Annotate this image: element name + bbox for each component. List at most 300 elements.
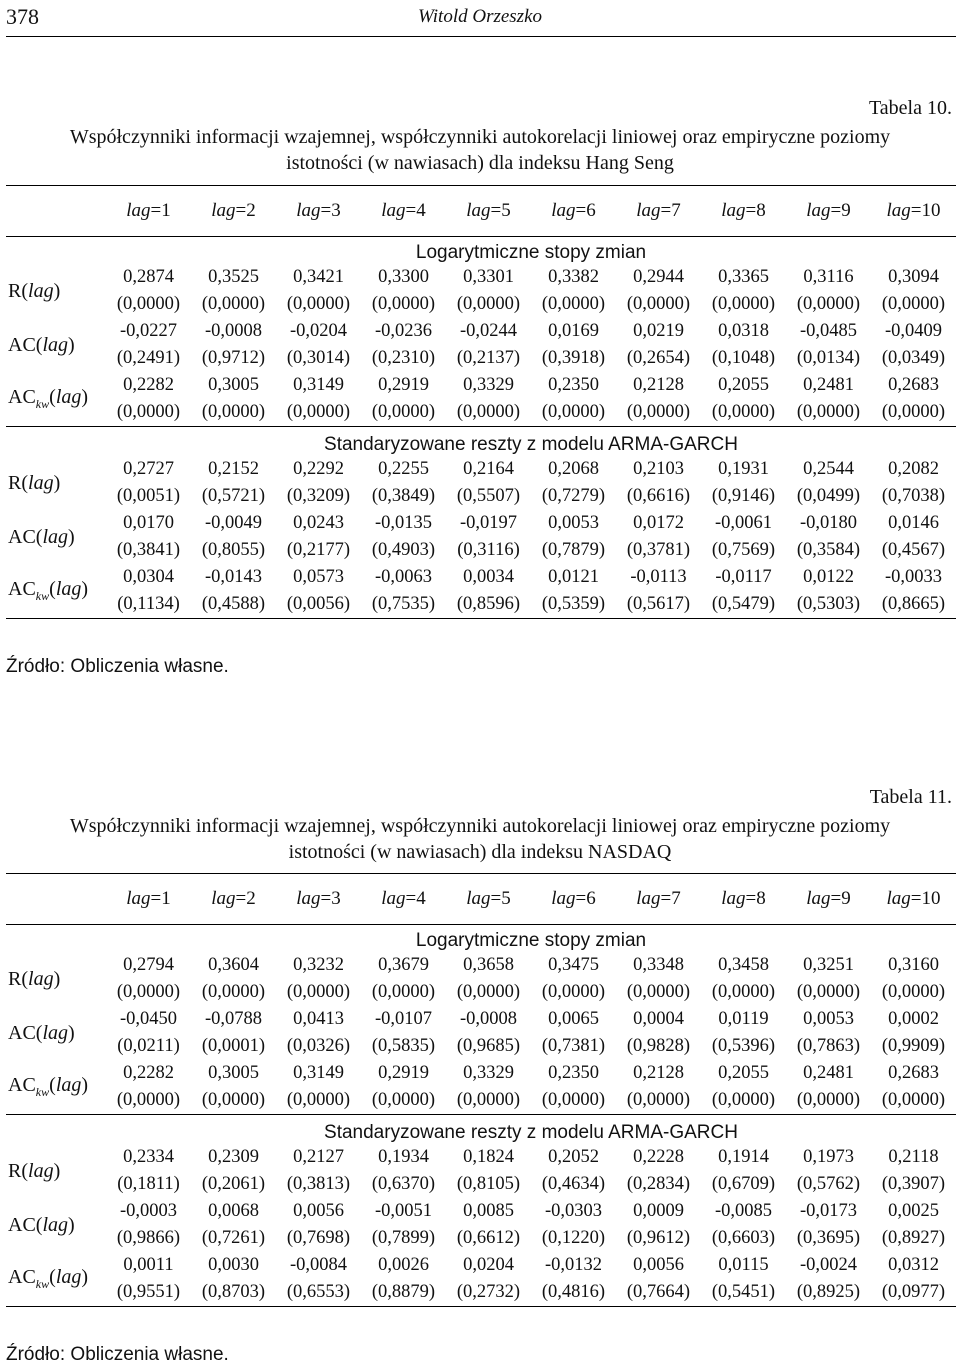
coefficient-cell: 0,3475 (548, 955, 599, 975)
coefficient-cell: 0,2874 (123, 267, 174, 287)
lag-column-header: lag=3 (276, 874, 361, 925)
coefficient-cell: 0,2082 (888, 459, 939, 479)
coefficient-cell: 0,1973 (803, 1147, 854, 1167)
coefficient-cell: 0,1824 (463, 1147, 514, 1167)
p-value-cell: (0,8105) (456, 1174, 521, 1194)
section-header-row (6, 1115, 956, 1145)
p-value-cell: (0,0000) (796, 982, 861, 1002)
table-row (6, 952, 956, 979)
lag-column-header: lag=5 (446, 186, 531, 237)
p-value-cell: (0,0000) (541, 982, 606, 1002)
coefficient-cell: -0,0107 (374, 1009, 433, 1029)
p-value-cell: (0,0056) (286, 594, 351, 614)
p-value-cell: (0,5721) (201, 486, 266, 506)
p-value-cell: (0,0499) (796, 486, 861, 506)
coefficient-cell: 0,0030 (208, 1255, 259, 1275)
p-value-cell: (0,8703) (201, 1282, 266, 1302)
p-value-cell: (0,0000) (116, 982, 181, 1002)
bottom-rule (6, 1307, 956, 1310)
running-head-author: Witold Orzeszko (417, 6, 543, 27)
p-value-cell: (0,0000) (456, 1090, 521, 1110)
coefficient-cell: 0,0026 (378, 1255, 429, 1275)
p-value-cell: (0,0000) (796, 1090, 861, 1110)
p-value-cell: (0,0000) (881, 982, 946, 1002)
p-value-cell: (0,9712) (201, 348, 266, 368)
coefficient-cell: 0,2052 (548, 1147, 599, 1167)
coefficient-cell: 0,0146 (888, 513, 939, 533)
coefficient-cell: 0,3658 (463, 955, 514, 975)
p-value-cell: (0,0001) (201, 1036, 266, 1056)
row-label: $AC_{kw}(lag)$ (8, 1266, 89, 1291)
coefficient-cell: 0,2683 (888, 1063, 939, 1083)
table-row-pvalues (6, 1225, 956, 1252)
p-value-cell: (0,3849) (371, 486, 436, 506)
row-label: AC(lag) (8, 525, 75, 548)
coefficient-cell: 0,0009 (633, 1201, 684, 1221)
lag-header-row (6, 186, 956, 237)
p-value-cell: (0,5762) (796, 1174, 861, 1194)
coefficient-cell: -0,0409 (884, 321, 943, 341)
p-value-cell: (0,2310) (371, 348, 436, 368)
p-value-cell: (0,3116) (457, 540, 520, 560)
p-value-cell: (0,6603) (711, 1228, 776, 1248)
coefficient-cell: 0,2683 (888, 375, 939, 395)
coefficient-cell: 0,3005 (208, 375, 259, 395)
coefficient-cell: 0,3421 (293, 267, 344, 287)
p-value-cell: (0,3907) (881, 1174, 946, 1194)
coefficient-cell: 0,3365 (718, 267, 769, 287)
coefficient-cell: -0,0085 (714, 1201, 773, 1221)
table-row (6, 1060, 956, 1087)
coefficient-cell: 0,0318 (718, 321, 769, 341)
table-row (6, 564, 956, 591)
coefficient-cell: -0,0132 (544, 1255, 603, 1275)
lag-column-header: lag=3 (276, 186, 361, 237)
p-value-cell: (0,3209) (286, 486, 351, 506)
p-value-cell: (0,0000) (371, 294, 436, 314)
coefficient-cell: 0,0119 (718, 1009, 769, 1029)
coefficient-cell: -0,0003 (119, 1201, 178, 1221)
p-value-cell: (0,0000) (286, 982, 351, 1002)
coefficient-cell: 0,2068 (548, 459, 599, 479)
coefficient-cell: -0,0303 (544, 1201, 603, 1221)
coefficient-cell: 0,2255 (378, 459, 429, 479)
p-value-cell: (0,7381) (541, 1036, 606, 1056)
p-value-cell: (0,3781) (626, 540, 691, 560)
p-value-cell: (0,3014) (286, 348, 351, 368)
coefficient-cell: -0,0051 (374, 1201, 433, 1221)
table-row (6, 456, 956, 483)
p-value-cell: (0,0000) (881, 294, 946, 314)
p-value-cell: (0,9828) (626, 1036, 691, 1056)
row-label: AC(lag) (8, 333, 75, 356)
p-value-cell: (0,6553) (286, 1282, 351, 1302)
coefficient-cell: 0,2055 (718, 1063, 769, 1083)
coefficient-cell: 0,2152 (208, 459, 259, 479)
p-value-cell: (0,5303) (796, 594, 861, 614)
coefficient-cell: 0,2228 (633, 1147, 684, 1167)
p-value-cell: (0,6612) (456, 1228, 521, 1248)
table-row (6, 264, 956, 291)
p-value-cell: (0,0000) (881, 1090, 946, 1110)
coefficient-cell: 0,0169 (548, 321, 599, 341)
row-label: R(lag) (8, 279, 61, 302)
p-value-cell: (0,9685) (456, 1036, 521, 1056)
p-value-cell: (0,4634) (541, 1174, 606, 1194)
table-row-pvalues (6, 979, 956, 1006)
p-value-cell: (0,3841) (116, 540, 181, 560)
coefficient-cell: 0,3300 (378, 267, 429, 287)
lag-column-header: lag=4 (361, 874, 446, 925)
coefficient-cell: 0,3005 (208, 1063, 259, 1083)
p-value-cell: (0,3813) (286, 1174, 351, 1194)
coefficient-cell: -0,0204 (289, 321, 348, 341)
p-value-cell: (0,0000) (456, 402, 521, 422)
p-value-cell: (0,0000) (286, 1090, 351, 1110)
p-value-cell: (0,7535) (371, 594, 436, 614)
p-value-cell: (0,0000) (201, 294, 266, 314)
coefficient-cell: 0,2544 (803, 459, 854, 479)
p-value-cell: (0,1134) (117, 594, 180, 614)
p-value-cell: (0,7038) (881, 486, 946, 506)
coefficient-cell: -0,0113 (630, 567, 687, 587)
row-label: $AC_{kw}(lag)$ (8, 1074, 89, 1099)
coefficient-cell: 0,0115 (718, 1255, 769, 1275)
coefficient-cell: -0,0135 (374, 513, 433, 533)
p-value-cell: (0,1220) (541, 1228, 606, 1248)
lag-column-header: lag=9 (786, 874, 871, 925)
table-row-pvalues (6, 483, 956, 510)
caption-line-2: istotności (w nawiasach) dla indeksu Hang Seng (286, 152, 674, 174)
p-value-cell: (0,2732) (456, 1282, 521, 1302)
p-value-cell: (0,9866) (116, 1228, 181, 1248)
p-value-cell: (0,8879) (371, 1282, 436, 1302)
table-row (6, 510, 956, 537)
caption-line-1: Współczynniki informacji wzajemnej, współczynniki autokorelacji liniowej oraz empiryczne poziomy (69, 126, 891, 148)
p-value-cell: (0,0000) (881, 402, 946, 422)
coefficient-cell: 0,0056 (633, 1255, 684, 1275)
row-label: AC(lag) (8, 1021, 75, 1044)
coefficient-cell: 0,2309 (208, 1147, 259, 1167)
table-row-pvalues (6, 345, 956, 372)
p-value-cell: (0,9551) (116, 1282, 181, 1302)
coefficient-cell: -0,0024 (799, 1255, 858, 1275)
lag-column-header: lag=6 (531, 874, 616, 925)
row-label: R(lag) (8, 1159, 61, 1182)
coefficient-cell: 0,2794 (123, 955, 174, 975)
coefficient-cell: 0,0219 (633, 321, 684, 341)
coefficient-cell: 0,2944 (633, 267, 684, 287)
p-value-cell: (0,5507) (456, 486, 521, 506)
coefficient-cell: -0,0180 (799, 513, 858, 533)
lag-column-header: lag=9 (786, 186, 871, 237)
coefficient-cell: 0,3458 (718, 955, 769, 975)
coefficient-cell: 0,0056 (293, 1201, 344, 1221)
p-value-cell: (0,0134) (796, 348, 861, 368)
coefficient-cell: 0,2350 (548, 1063, 599, 1083)
p-value-cell: (0,0000) (456, 982, 521, 1002)
p-value-cell: (0,6709) (711, 1174, 776, 1194)
coefficient-cell: -0,0227 (119, 321, 178, 341)
coefficient-cell: 0,0243 (293, 513, 344, 533)
p-value-cell: (0,3584) (796, 540, 861, 560)
coefficient-cell: 0,2919 (378, 1063, 429, 1083)
p-value-cell: (0,5479) (711, 594, 776, 614)
coefficient-cell: 0,0312 (888, 1255, 939, 1275)
coefficient-cell: -0,0049 (204, 513, 263, 533)
caption-line-1: Współczynniki informacji wzajemnej, współczynniki autokorelacji liniowej oraz empiryczne poziomy (69, 815, 891, 837)
coefficient-cell: 0,0002 (888, 1009, 939, 1029)
table-row (6, 1006, 956, 1033)
coefficient-cell: 0,3329 (463, 375, 514, 395)
p-value-cell: (0,6616) (626, 486, 691, 506)
table-caption (0, 813, 960, 865)
coefficient-cell: 0,2282 (123, 1063, 174, 1083)
p-value-cell: (0,0000) (796, 294, 861, 314)
p-value-cell: (0,7279) (541, 486, 606, 506)
p-value-cell: (0,2654) (626, 348, 691, 368)
lag-header-row (6, 874, 956, 925)
p-value-cell: (0,8596) (456, 594, 521, 614)
p-value-cell: (0,8925) (796, 1282, 861, 1302)
p-value-cell: (0,0000) (201, 982, 266, 1002)
p-value-cell: (0,0326) (286, 1036, 351, 1056)
p-value-cell: (0,0000) (116, 402, 181, 422)
p-value-cell: (0,0349) (881, 348, 946, 368)
table-row-pvalues (6, 1279, 956, 1307)
lag-column-header: lag=7 (616, 874, 701, 925)
coefficient-cell: 0,0025 (888, 1201, 939, 1221)
coefficient-cell: 0,0053 (548, 513, 599, 533)
p-value-cell: (0,0000) (711, 294, 776, 314)
coefficient-cell: 0,2128 (633, 1063, 684, 1083)
page-number: 378 (6, 4, 39, 29)
p-value-cell: (0,5359) (541, 594, 606, 614)
table-source-note: Źródło: Obliczenia własne. (6, 1344, 229, 1365)
coefficient-cell: 0,2127 (293, 1147, 344, 1167)
p-value-cell: (0,7261) (201, 1228, 266, 1248)
row-label: AC(lag) (8, 1213, 75, 1236)
p-value-cell: (0,1811) (117, 1174, 180, 1194)
p-value-cell: (0,0000) (796, 402, 861, 422)
page-header (0, 0, 960, 40)
coefficient-cell: 0,2282 (123, 375, 174, 395)
row-label: $AC_{kw}(lag)$ (8, 578, 89, 603)
p-value-cell: (0,9612) (626, 1228, 691, 1248)
coefficient-cell: 0,3329 (463, 1063, 514, 1083)
p-value-cell: (0,5617) (626, 594, 691, 614)
p-value-cell: (0,0000) (626, 294, 691, 314)
p-value-cell: (0,3695) (796, 1228, 861, 1248)
table-row-pvalues (6, 1171, 956, 1198)
coefficient-cell: 0,2103 (633, 459, 684, 479)
coefficient-cell: -0,0008 (459, 1009, 518, 1029)
header-rule (6, 36, 956, 37)
table-row (6, 372, 956, 399)
coefficient-cell: 0,3604 (208, 955, 259, 975)
p-value-cell: (0,0000) (116, 1090, 181, 1110)
coefficient-cell: 0,0004 (633, 1009, 684, 1029)
coefficient-cell: 0,0121 (548, 567, 599, 587)
coefficient-cell: 0,3094 (888, 267, 939, 287)
lag-column-header: lag=1 (106, 186, 191, 237)
coefficient-cell: 0,2919 (378, 375, 429, 395)
p-value-cell: (0,0000) (286, 294, 351, 314)
lag-column-header: lag=6 (531, 186, 616, 237)
section-header-row (6, 925, 956, 953)
coefficient-cell: 0,2481 (803, 1063, 854, 1083)
bottom-rule (6, 619, 956, 622)
p-value-cell: (0,9146) (711, 486, 776, 506)
p-value-cell: (0,0000) (626, 982, 691, 1002)
corner-cell (6, 186, 106, 237)
p-value-cell: (0,0000) (626, 402, 691, 422)
p-value-cell: (0,0000) (201, 1090, 266, 1110)
coefficient-cell: 0,3348 (633, 955, 684, 975)
p-value-cell: (0,0051) (116, 486, 181, 506)
coefficient-cell: 0,0122 (803, 567, 854, 587)
row-label: R(lag) (8, 471, 61, 494)
table-caption (0, 124, 960, 176)
p-value-cell: (0,7664) (626, 1282, 691, 1302)
coefficient-cell: 0,0204 (463, 1255, 514, 1275)
p-value-cell: (0,2137) (456, 348, 521, 368)
caption-line-2: istotności (w nawiasach) dla indeksu NASDAQ (288, 841, 672, 863)
coefficient-cell: 0,2350 (548, 375, 599, 395)
coefficient-cell: -0,0143 (204, 567, 263, 587)
table-row-pvalues (6, 1033, 956, 1060)
coefficient-cell: 0,3160 (888, 955, 939, 975)
data-table (6, 873, 956, 1309)
p-value-cell: (0,0000) (286, 402, 351, 422)
p-value-cell: (0,8055) (201, 540, 266, 560)
coefficient-cell: 0,2164 (463, 459, 514, 479)
bottom-rule-row (6, 619, 956, 622)
p-value-cell: (0,4816) (541, 1282, 606, 1302)
coefficient-cell: 0,0573 (293, 567, 344, 587)
coefficient-cell: -0,0244 (459, 321, 518, 341)
p-value-cell: (0,7698) (286, 1228, 351, 1248)
p-value-cell: (0,0000) (711, 982, 776, 1002)
lag-column-header: lag=5 (446, 874, 531, 925)
coefficient-cell: 0,2334 (123, 1147, 174, 1167)
row-label: R(lag) (8, 967, 61, 990)
coefficient-cell: 0,3149 (293, 1063, 344, 1083)
table-row-pvalues (6, 399, 956, 427)
coefficient-cell: 0,3301 (463, 267, 514, 287)
p-value-cell: (0,0000) (541, 1090, 606, 1110)
section-title: Standaryzowane reszty z modelu ARMA-GARCH (6, 1115, 956, 1145)
section-title: Logarytmiczne stopy zmian (6, 925, 956, 953)
p-value-cell: (0,0000) (711, 402, 776, 422)
section-title: Logarytmiczne stopy zmian (6, 237, 956, 265)
coefficient-cell: 0,0053 (803, 1009, 854, 1029)
p-value-cell: (0,2061) (201, 1174, 266, 1194)
p-value-cell: (0,2491) (116, 348, 181, 368)
section-header-row (6, 427, 956, 457)
p-value-cell: (0,0000) (201, 402, 266, 422)
coefficient-cell: 0,2118 (888, 1147, 939, 1167)
p-value-cell: (0,0000) (371, 982, 436, 1002)
data-table (6, 185, 956, 621)
lag-column-header: lag=7 (616, 186, 701, 237)
coefficient-cell: 0,3679 (378, 955, 429, 975)
corner-cell (6, 874, 106, 925)
lag-column-header: lag=2 (191, 186, 276, 237)
coefficient-cell: 0,0034 (463, 567, 514, 587)
coefficient-cell: 0,3382 (548, 267, 599, 287)
p-value-cell: (0,0977) (881, 1282, 946, 1302)
p-value-cell: (0,3918) (541, 348, 606, 368)
coefficient-cell: -0,0236 (374, 321, 433, 341)
p-value-cell: (0,0000) (371, 1090, 436, 1110)
lag-column-header: lag=2 (191, 874, 276, 925)
p-value-cell: (0,7899) (371, 1228, 436, 1248)
p-value-cell: (0,0000) (116, 294, 181, 314)
coefficient-cell: 0,2481 (803, 375, 854, 395)
p-value-cell: (0,1048) (711, 348, 776, 368)
row-label: $AC_{kw}(lag)$ (8, 386, 89, 411)
p-value-cell: (0,5396) (711, 1036, 776, 1056)
coefficient-cell: 0,0065 (548, 1009, 599, 1029)
table-row-pvalues (6, 291, 956, 318)
p-value-cell: (0,2177) (286, 540, 351, 560)
p-value-cell: (0,7863) (796, 1036, 861, 1056)
coefficient-cell: 0,0170 (123, 513, 174, 533)
lag-column-header: lag=10 (871, 186, 956, 237)
section-header-row (6, 237, 956, 265)
p-value-cell: (0,0211) (117, 1036, 180, 1056)
p-value-cell: (0,2834) (626, 1174, 691, 1194)
p-value-cell: (0,8927) (881, 1228, 946, 1248)
coefficient-cell: 0,3232 (293, 955, 344, 975)
coefficient-cell: -0,0033 (884, 567, 943, 587)
p-value-cell: (0,6370) (371, 1174, 436, 1194)
table-row-pvalues (6, 1087, 956, 1115)
table-label: Tabela 11. (869, 786, 952, 808)
coefficient-cell: 0,1914 (718, 1147, 769, 1167)
bottom-rule-row (6, 1307, 956, 1310)
coefficient-cell: -0,0008 (204, 321, 263, 341)
table-row (6, 1144, 956, 1171)
table-source-note: Źródło: Obliczenia własne. (6, 656, 229, 677)
p-value-cell: (0,8665) (881, 594, 946, 614)
coefficient-cell: 0,2128 (633, 375, 684, 395)
coefficient-cell: 0,0011 (123, 1255, 174, 1275)
coefficient-cell: -0,0117 (715, 567, 772, 587)
p-value-cell: (0,9909) (881, 1036, 946, 1056)
coefficient-cell: 0,3149 (293, 375, 344, 395)
lag-column-header: lag=8 (701, 874, 786, 925)
p-value-cell: (0,0000) (541, 402, 606, 422)
p-value-cell: (0,0000) (371, 402, 436, 422)
table-row (6, 318, 956, 345)
coefficient-cell: 0,2055 (718, 375, 769, 395)
coefficient-cell: -0,0197 (459, 513, 518, 533)
coefficient-cell: 0,0085 (463, 1201, 514, 1221)
p-value-cell: (0,5451) (711, 1282, 776, 1302)
table-row-pvalues (6, 591, 956, 619)
coefficient-cell: 0,3525 (208, 267, 259, 287)
coefficient-cell: 0,1931 (718, 459, 769, 479)
table-row (6, 1198, 956, 1225)
lag-column-header: lag=4 (361, 186, 446, 237)
coefficient-cell: -0,0485 (799, 321, 858, 341)
p-value-cell: (0,7879) (541, 540, 606, 560)
coefficient-cell: 0,0068 (208, 1201, 259, 1221)
table-label: Tabela 10. (868, 97, 952, 119)
p-value-cell: (0,7569) (711, 540, 776, 560)
